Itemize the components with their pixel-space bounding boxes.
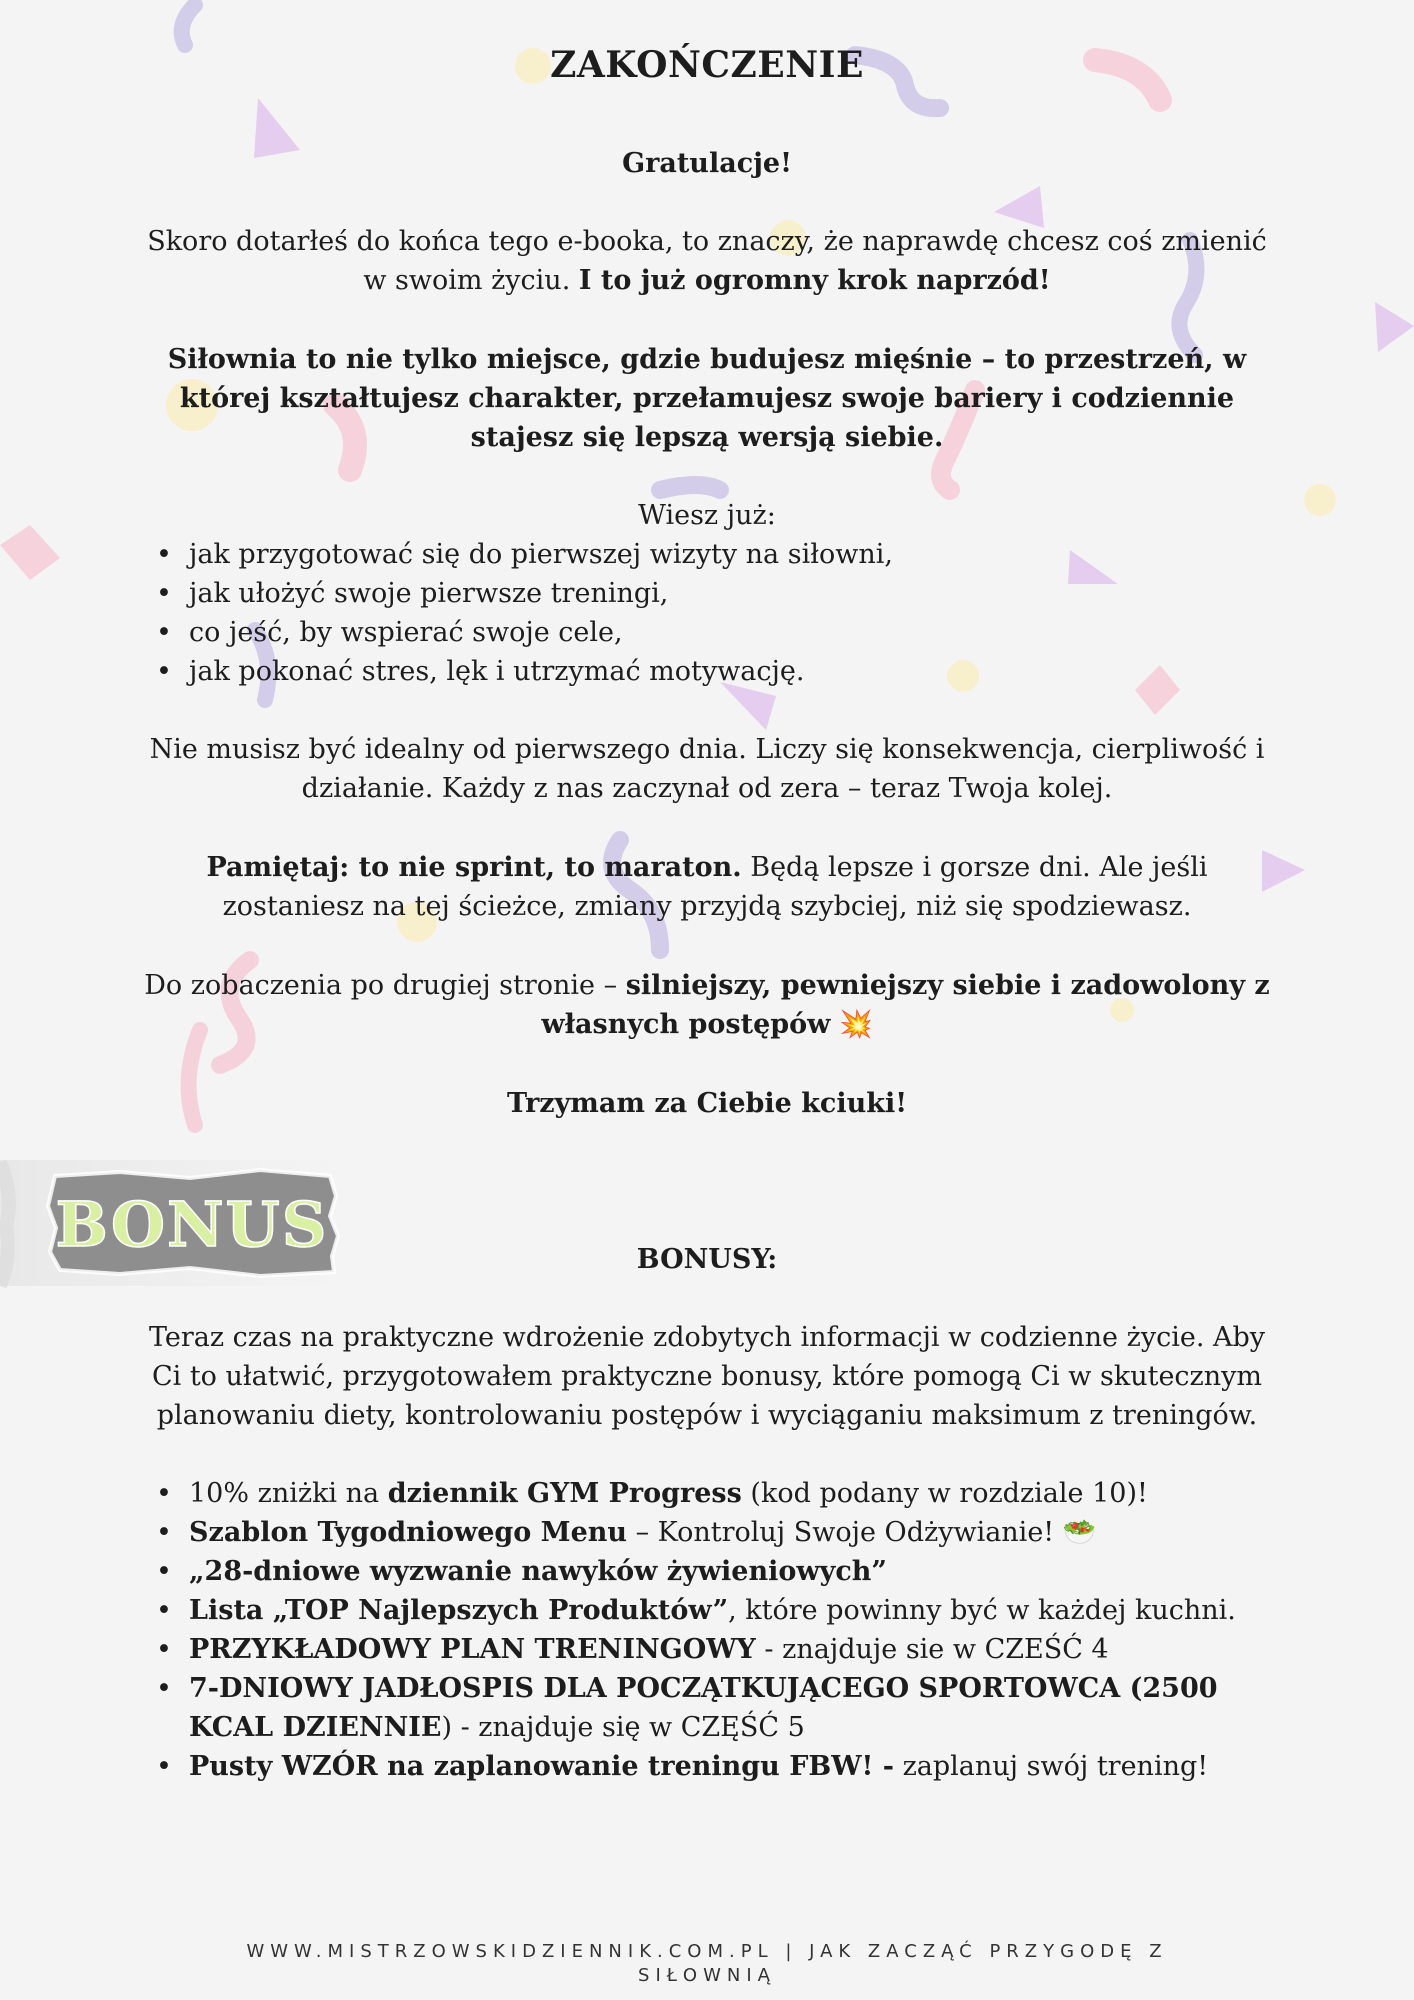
- bonus-item-bold: Szablon Tygodniowego Menu: [189, 1517, 628, 1548]
- list-item: [150, 1747, 1300, 1786]
- remember-text: Będą lepsze i gorsze dni. Ale jeśli zostaniesz na tej ścieżce, zmiany przyjdą szybciej, niż się spodziewasz.: [222, 852, 1208, 922]
- collision-icon: 💥: [838, 1009, 873, 1040]
- bonus-item-post: ) - znajduje się w CZĘŚĆ 5: [441, 1712, 805, 1743]
- bonus-heading-text: BONUSY:: [636, 1244, 778, 1275]
- know-list: [150, 535, 1300, 691]
- bonus-item-bold: PRZYKŁADOWY PLAN TRENINGOWY: [189, 1634, 756, 1665]
- bonus-badge-label: BONUS: [55, 1188, 329, 1261]
- list-item: [150, 1513, 1300, 1552]
- bonus-list: [150, 1474, 1300, 1786]
- bonus-item-post: - znajduje sie w CZEŚĆ 4: [755, 1634, 1109, 1665]
- list-item: • co jeść, by wspierać swoje cele,: [150, 613, 1300, 652]
- fingers-crossed: [140, 1084, 1274, 1123]
- gym-statement: [140, 340, 1274, 457]
- bonus-item-post: , które powinny być w każdej kuchni.: [728, 1595, 1236, 1626]
- bonus-item-post: zaplanuj swój trening!: [893, 1751, 1209, 1782]
- bonus-intro: Teraz czas na praktyczne wdrożenie zdobytych informacji w codzienne życie. Aby Ci to ułatwić, przygotowałem praktyczne bonusy, które pomogą Ci w skutecznym planowaniu diety, kontrolowaniu postępów i wyciąganiu maksimum z treningów.: [148, 1322, 1266, 1431]
- know-heading: Wiesz już:: [638, 500, 776, 531]
- remember-bold: Pamiętaj: to nie sprint, to maraton.: [206, 852, 742, 883]
- page-title: ZAKOŃCZENIE: [550, 44, 864, 86]
- see-you-bold: silniejszy, pewniejszy siebie i zadowolony z własnych postępów: [541, 970, 1270, 1040]
- list-item: • jak przygotować się do pierwszej wizyty na siłowni,: [150, 535, 1300, 574]
- see-you-paragraph: [140, 966, 1274, 1044]
- list-item: • jak pokonać stres, lęk i utrzymać motywację.: [150, 652, 1300, 691]
- salad-icon: 🥗: [1062, 1517, 1097, 1548]
- intro-paragraph: [140, 222, 1274, 300]
- intro-bold: I to już ogromny krok naprzód!: [578, 265, 1051, 296]
- bonus-item-bold: 7-DNIOWY JADŁOSPIS DLA POCZĄTKUJĄCEGO SPORTOWCA (2500 KCAL DZIENNIE: [189, 1673, 1218, 1743]
- bonus-item-post: – Kontroluj Swoje Odżywianie!: [627, 1517, 1063, 1548]
- remember-paragraph: [140, 848, 1274, 926]
- list-item: [150, 1669, 1300, 1747]
- bonus-item-bold: Lista „TOP Najlepszych Produktów”: [189, 1595, 729, 1626]
- list-item: [150, 1552, 1300, 1591]
- perfection-paragraph: Nie musisz być idealny od pierwszego dnia. Liczy się konsekwencja, cierpliwość i działanie. Każdy z nas zaczynał od zera – teraz Twoja kolej.: [149, 734, 1265, 804]
- gym-statement-text: Siłownia to nie tylko miejsce, gdzie budujesz mięśnie – to przestrzeń, w której kształtujesz charakter, przełamujesz swoje bariery i codziennie stajesz się lepszą wersją siebie.: [167, 344, 1247, 453]
- list-item: [150, 1630, 1300, 1669]
- bonus-item-bold: Pusty WZÓR na zaplanowanie treningu FBW! -: [189, 1751, 894, 1782]
- page-footer: WWW.MISTRZOWSKIDZIENNIK.COM.PL | JAK ZACZĄĆ PRZYGODĘ Z SIŁOWNIĄ: [246, 1941, 1168, 1986]
- bonus-item-bold: „28-dniowe wyzwanie nawyków żywieniowych”: [189, 1556, 887, 1587]
- bonus-item-bold: dziennik GYM Progress: [387, 1478, 742, 1509]
- see-you-text: Do zobaczenia po drugiej stronie –: [144, 970, 626, 1001]
- bonus-item-post: (kod podany w rozdziale 10)!: [741, 1478, 1148, 1509]
- fingers-crossed-text: Trzymam za Ciebie kciuki!: [506, 1088, 908, 1119]
- bonus-heading: [140, 1240, 1274, 1279]
- list-item: [150, 1474, 1300, 1513]
- intro-text: Skoro dotarłeś do końca tego e-booka, to znaczy, że naprawdę chcesz coś zmienić w swoim życiu.: [147, 226, 1267, 296]
- subtitle: [140, 144, 1274, 183]
- subtitle-text: Gratulacje!: [622, 148, 792, 179]
- bonus-item-pre: 10% zniżki na: [189, 1478, 388, 1509]
- list-item: • jak ułożyć swoje pierwsze treningi,: [150, 574, 1300, 613]
- list-item: [150, 1591, 1300, 1630]
